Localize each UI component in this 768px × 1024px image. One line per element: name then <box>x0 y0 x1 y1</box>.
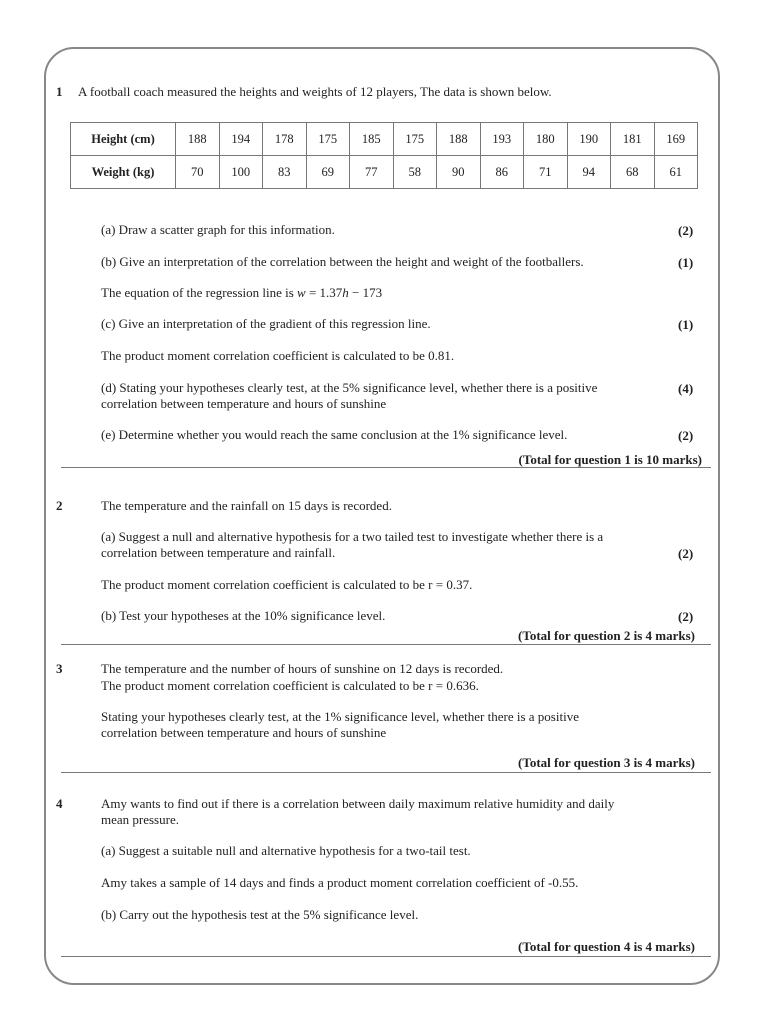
height-cell: 188 <box>437 123 481 156</box>
weight-cell: 58 <box>393 156 437 189</box>
regression-prefix: The equation of the regression line is <box>101 285 298 300</box>
weight-cell: 61 <box>654 156 698 189</box>
q1-pmcc-statement: The product moment correlation coefficient is calculated to be 0.81. <box>101 348 455 363</box>
divider <box>61 644 711 645</box>
height-cell: 188 <box>176 123 220 156</box>
q1-regression-equation <box>101 285 382 301</box>
height-cell: 175 <box>393 123 437 156</box>
weight-cell: 83 <box>263 156 307 189</box>
q1-part-a: (a) Draw a scatter graph for this information. <box>101 222 335 237</box>
q3-line1: The temperature and the number of hours of sunshine on 12 days is recorded. <box>101 661 504 676</box>
question-2-number: 2 <box>56 498 63 513</box>
height-cell: 180 <box>524 123 568 156</box>
regression-suffix: − 173 <box>348 285 383 300</box>
weight-cell: 94 <box>567 156 611 189</box>
q1-part-c: (c) Give an interpretation of the gradient of this regression line. <box>101 316 431 331</box>
q4-line1: Amy wants to find out if there is a correlation between daily maximum relative humidity and daily <box>101 796 615 811</box>
divider <box>61 467 711 468</box>
q1-part-c-marks: (1) <box>678 317 694 332</box>
weight-cell: 100 <box>219 156 263 189</box>
weight-cell: 69 <box>306 156 350 189</box>
q2-part-a-line2: correlation between temperature and rainfall. <box>101 545 336 560</box>
divider <box>61 772 711 773</box>
regression-variable-h: h <box>342 285 349 300</box>
q3-line2: The product moment correlation coefficient is calculated to be r = 0.636. <box>101 678 479 693</box>
q4-part-a: (a) Suggest a suitable null and alternative hypothesis for a two-tail test. <box>101 843 471 858</box>
q3-line3: Stating your hypotheses clearly test, at the 1% significance level, whether there is a positive <box>101 709 579 724</box>
weight-cell: 90 <box>437 156 481 189</box>
table-row-weight <box>71 156 698 189</box>
q4-sample-statement: Amy takes a sample of 14 days and finds a product moment correlation coefficient of -0.55. <box>101 875 579 890</box>
question-3-number: 3 <box>56 661 63 676</box>
height-weight-table <box>70 122 698 189</box>
weight-cell: 71 <box>524 156 568 189</box>
weight-cell: 70 <box>176 156 220 189</box>
question-4-number: 4 <box>56 796 63 811</box>
q1-part-d-line1: (d) Stating your hypotheses clearly test, at the 5% significance level, whether there is a positive <box>101 380 598 395</box>
q1-part-d-marks: (4) <box>678 381 694 396</box>
height-cell: 185 <box>350 123 394 156</box>
q4-line2: mean pressure. <box>101 812 179 827</box>
q3-total: (Total for question 3 is 4 marks) <box>518 755 695 770</box>
weight-cell: 77 <box>350 156 394 189</box>
height-cell: 181 <box>611 123 655 156</box>
regression-mid: = 1.37 <box>305 285 343 300</box>
q2-part-b: (b) Test your hypotheses at the 10% significance level. <box>101 608 386 623</box>
q4-part-b: (b) Carry out the hypothesis test at the 5% significance level. <box>101 907 419 922</box>
question-1-number: 1 <box>56 84 63 99</box>
q2-part-b-marks: (2) <box>678 609 694 624</box>
regression-variable-w: w <box>297 285 306 300</box>
q2-pmcc-statement: The product moment correlation coefficient is calculated to be r = 0.37. <box>101 577 473 592</box>
height-cell: 193 <box>480 123 524 156</box>
row-header-weight: Weight (kg) <box>71 156 176 189</box>
question-1-intro: A football coach measured the heights and weights of 12 players, The data is shown below. <box>78 84 552 99</box>
q3-line4: correlation between temperature and hours of sunshine <box>101 725 387 740</box>
q1-part-d-line2: correlation between temperature and hours of sunshine <box>101 396 387 411</box>
q2-total: (Total for question 2 is 4 marks) <box>518 628 695 643</box>
q2-part-a-marks: (2) <box>678 546 694 561</box>
row-header-height: Height (cm) <box>71 123 176 156</box>
height-cell: 190 <box>567 123 611 156</box>
q1-total: (Total for question 1 is 10 marks) <box>518 452 702 467</box>
question-2-intro: The temperature and the rainfall on 15 days is recorded. <box>101 498 392 513</box>
q1-part-e: (e) Determine whether you would reach the same conclusion at the 1% significance level. <box>101 427 568 442</box>
q1-part-a-marks: (2) <box>678 223 694 238</box>
height-cell: 175 <box>306 123 350 156</box>
divider <box>61 956 711 957</box>
weight-cell: 86 <box>480 156 524 189</box>
q4-total: (Total for question 4 is 4 marks) <box>518 939 695 954</box>
height-cell: 178 <box>263 123 307 156</box>
height-cell: 194 <box>219 123 263 156</box>
q1-part-b: (b) Give an interpretation of the correlation between the height and weight of the footballers. <box>101 254 584 269</box>
height-cell: 169 <box>654 123 698 156</box>
weight-cell: 68 <box>611 156 655 189</box>
q2-part-a-line1: (a) Suggest a null and alternative hypothesis for a two tailed test to investigate whether there is a <box>101 529 604 544</box>
table-row-height <box>71 123 698 156</box>
q1-part-b-marks: (1) <box>678 255 694 270</box>
q1-part-e-marks: (2) <box>678 428 694 443</box>
